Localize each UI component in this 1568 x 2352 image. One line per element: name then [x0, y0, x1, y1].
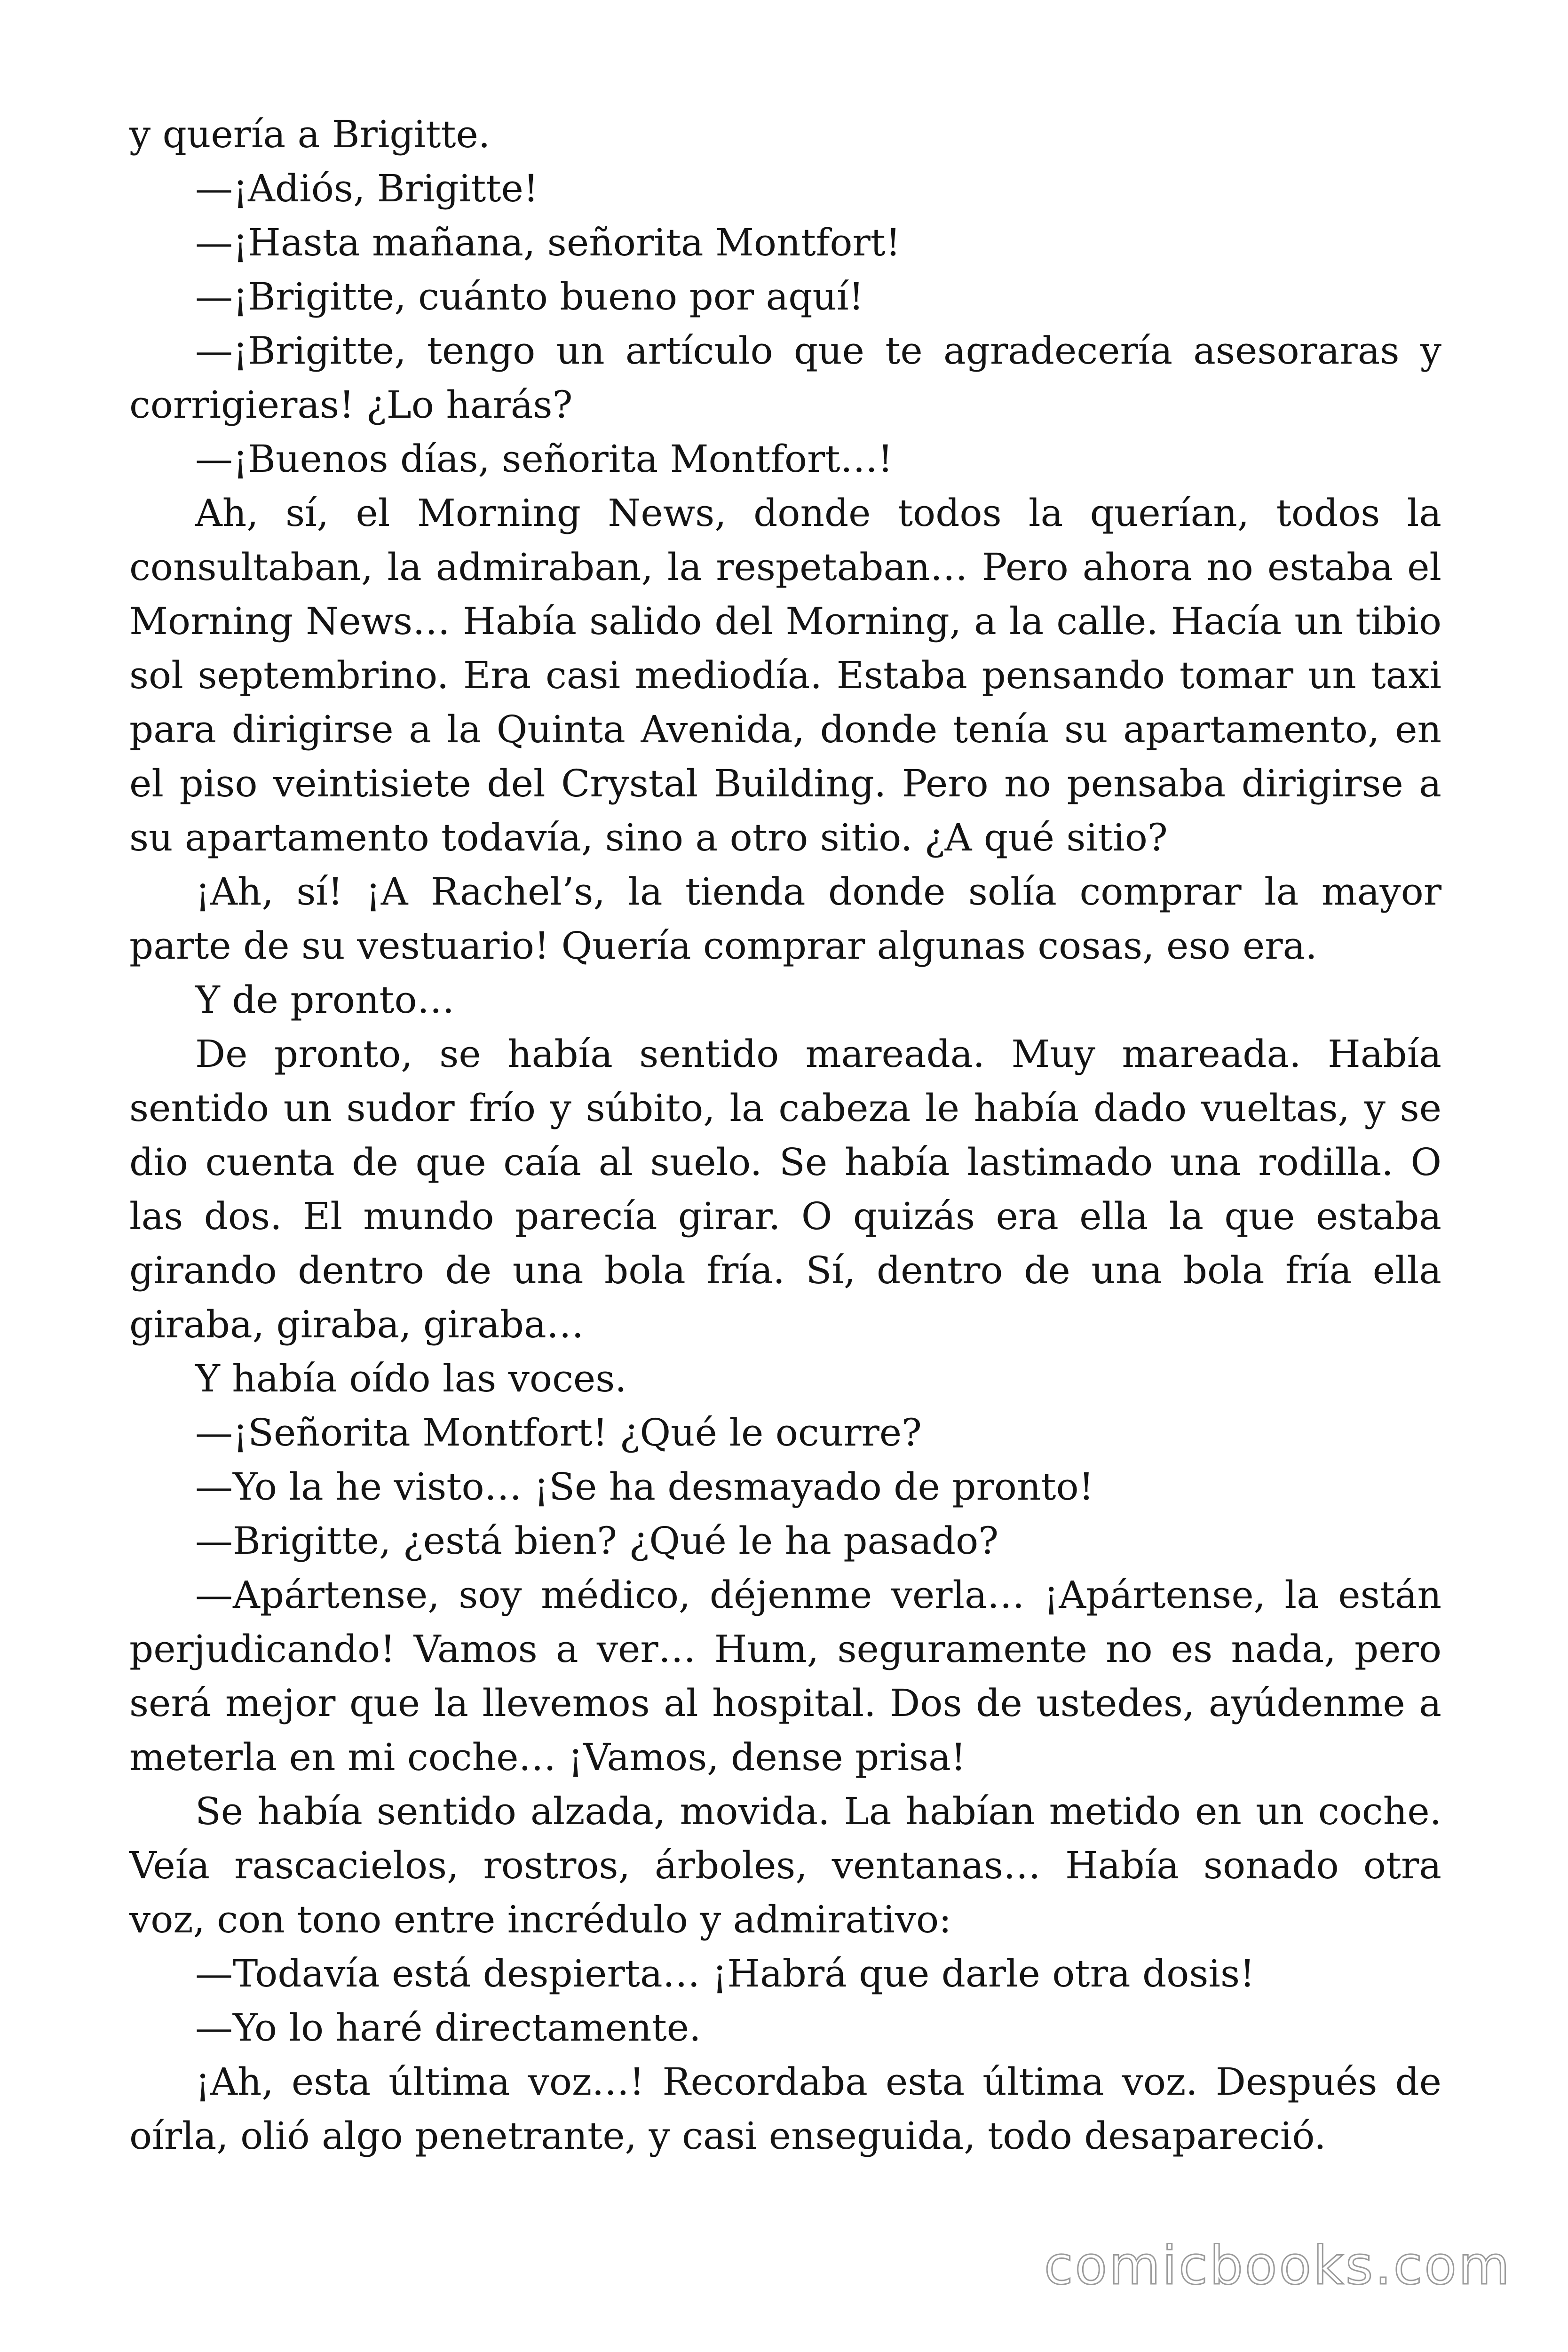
paragraph: Se había sentido alzada, movida. La habían metido en un coche. Veía rascacielos, rostros, árboles, ventanas… Había sonado otra voz, con tono entre incrédulo y admirativo:	[129, 1789, 1441, 1941]
paragraph: ¡Ah, sí! ¡A Rachel’s, la tienda donde solía comprar la mayor parte de su vestuario! Quería comprar algunas cosas, eso era.	[129, 870, 1441, 968]
paragraph: —Yo lo haré directamente.	[195, 2006, 701, 2050]
paragraph: —¡Hasta mañana, señorita Montfort!	[195, 221, 901, 264]
paragraph: —¡Señorita Montfort! ¿Qué le ocurre?	[195, 1411, 922, 1454]
paragraph: —¡Buenos días, señorita Montfort…!	[195, 437, 893, 481]
paragraph: —¡Brigitte, cuánto bueno por aquí!	[195, 275, 864, 318]
paragraph: De pronto, se había sentido mareada. Muy mareada. Había sentido un sudor frío y súbito, la cabeza le había dado vueltas, y se dio cuenta de que caía al suelo. Se había lastimado una rodilla. O las dos. El mundo parecía girar. O quizás era ella la que estaba girando dentro de una bola fría. Sí, dentro de una bola fría ella giraba, giraba, giraba…	[129, 1032, 1441, 1346]
page-text-block	[129, 107, 1441, 2163]
paragraph: Y había oído las voces.	[195, 1357, 627, 1400]
paragraph: —Yo la he visto… ¡Se ha desmayado de pronto!	[195, 1465, 1094, 1509]
paragraph: Ah, sí, el Morning News, donde todos la querían, todos la consultaban, la admiraban, la respetaban… Pero ahora no estaba el Morning News… Había salido del Morning, a la calle. Hacía un tibio sol septembrino. Era casi mediodía. Estaba pensando tomar un taxi para dirigirse a la Quinta Avenida, donde tenía su apartamento, en el piso veintisiete del Crystal Building. Pero no pensaba dirigirse a su apartamento todavía, sino a otro sitio. ¿A qué sitio?	[129, 491, 1441, 859]
paragraph: ¡Ah, esta última voz…! Recordaba esta última voz. Después de oírla, olió algo penetrante, y casi enseguida, todo desapareció.	[129, 2060, 1441, 2158]
paragraph: y quería a Brigitte.	[129, 112, 491, 156]
paragraph: —Todavía está despierta… ¡Habrá que darle otra dosis!	[195, 1952, 1255, 1995]
paragraph: Y de pronto…	[195, 978, 455, 1022]
paragraph: —¡Adiós, Brigitte!	[195, 167, 539, 210]
paragraph: —Brigitte, ¿está bien? ¿Qué le ha pasado?	[195, 1519, 999, 1563]
paragraph: —¡Brigitte, tengo un artículo que te agradecería asesoraras y corrigieras! ¿Lo harás?	[129, 329, 1441, 427]
watermark: comicbooks.com	[1044, 2235, 1512, 2296]
paragraph: —Apártense, soy médico, déjenme verla… ¡Apártense, la están perjudicando! Vamos a ver… Hum, seguramente no es nada, pero será mejor que la llevemos al hospital. Dos de ustedes, ayúdenme a meterla en mi coche… ¡Vamos, dense prisa!	[129, 1573, 1441, 1779]
